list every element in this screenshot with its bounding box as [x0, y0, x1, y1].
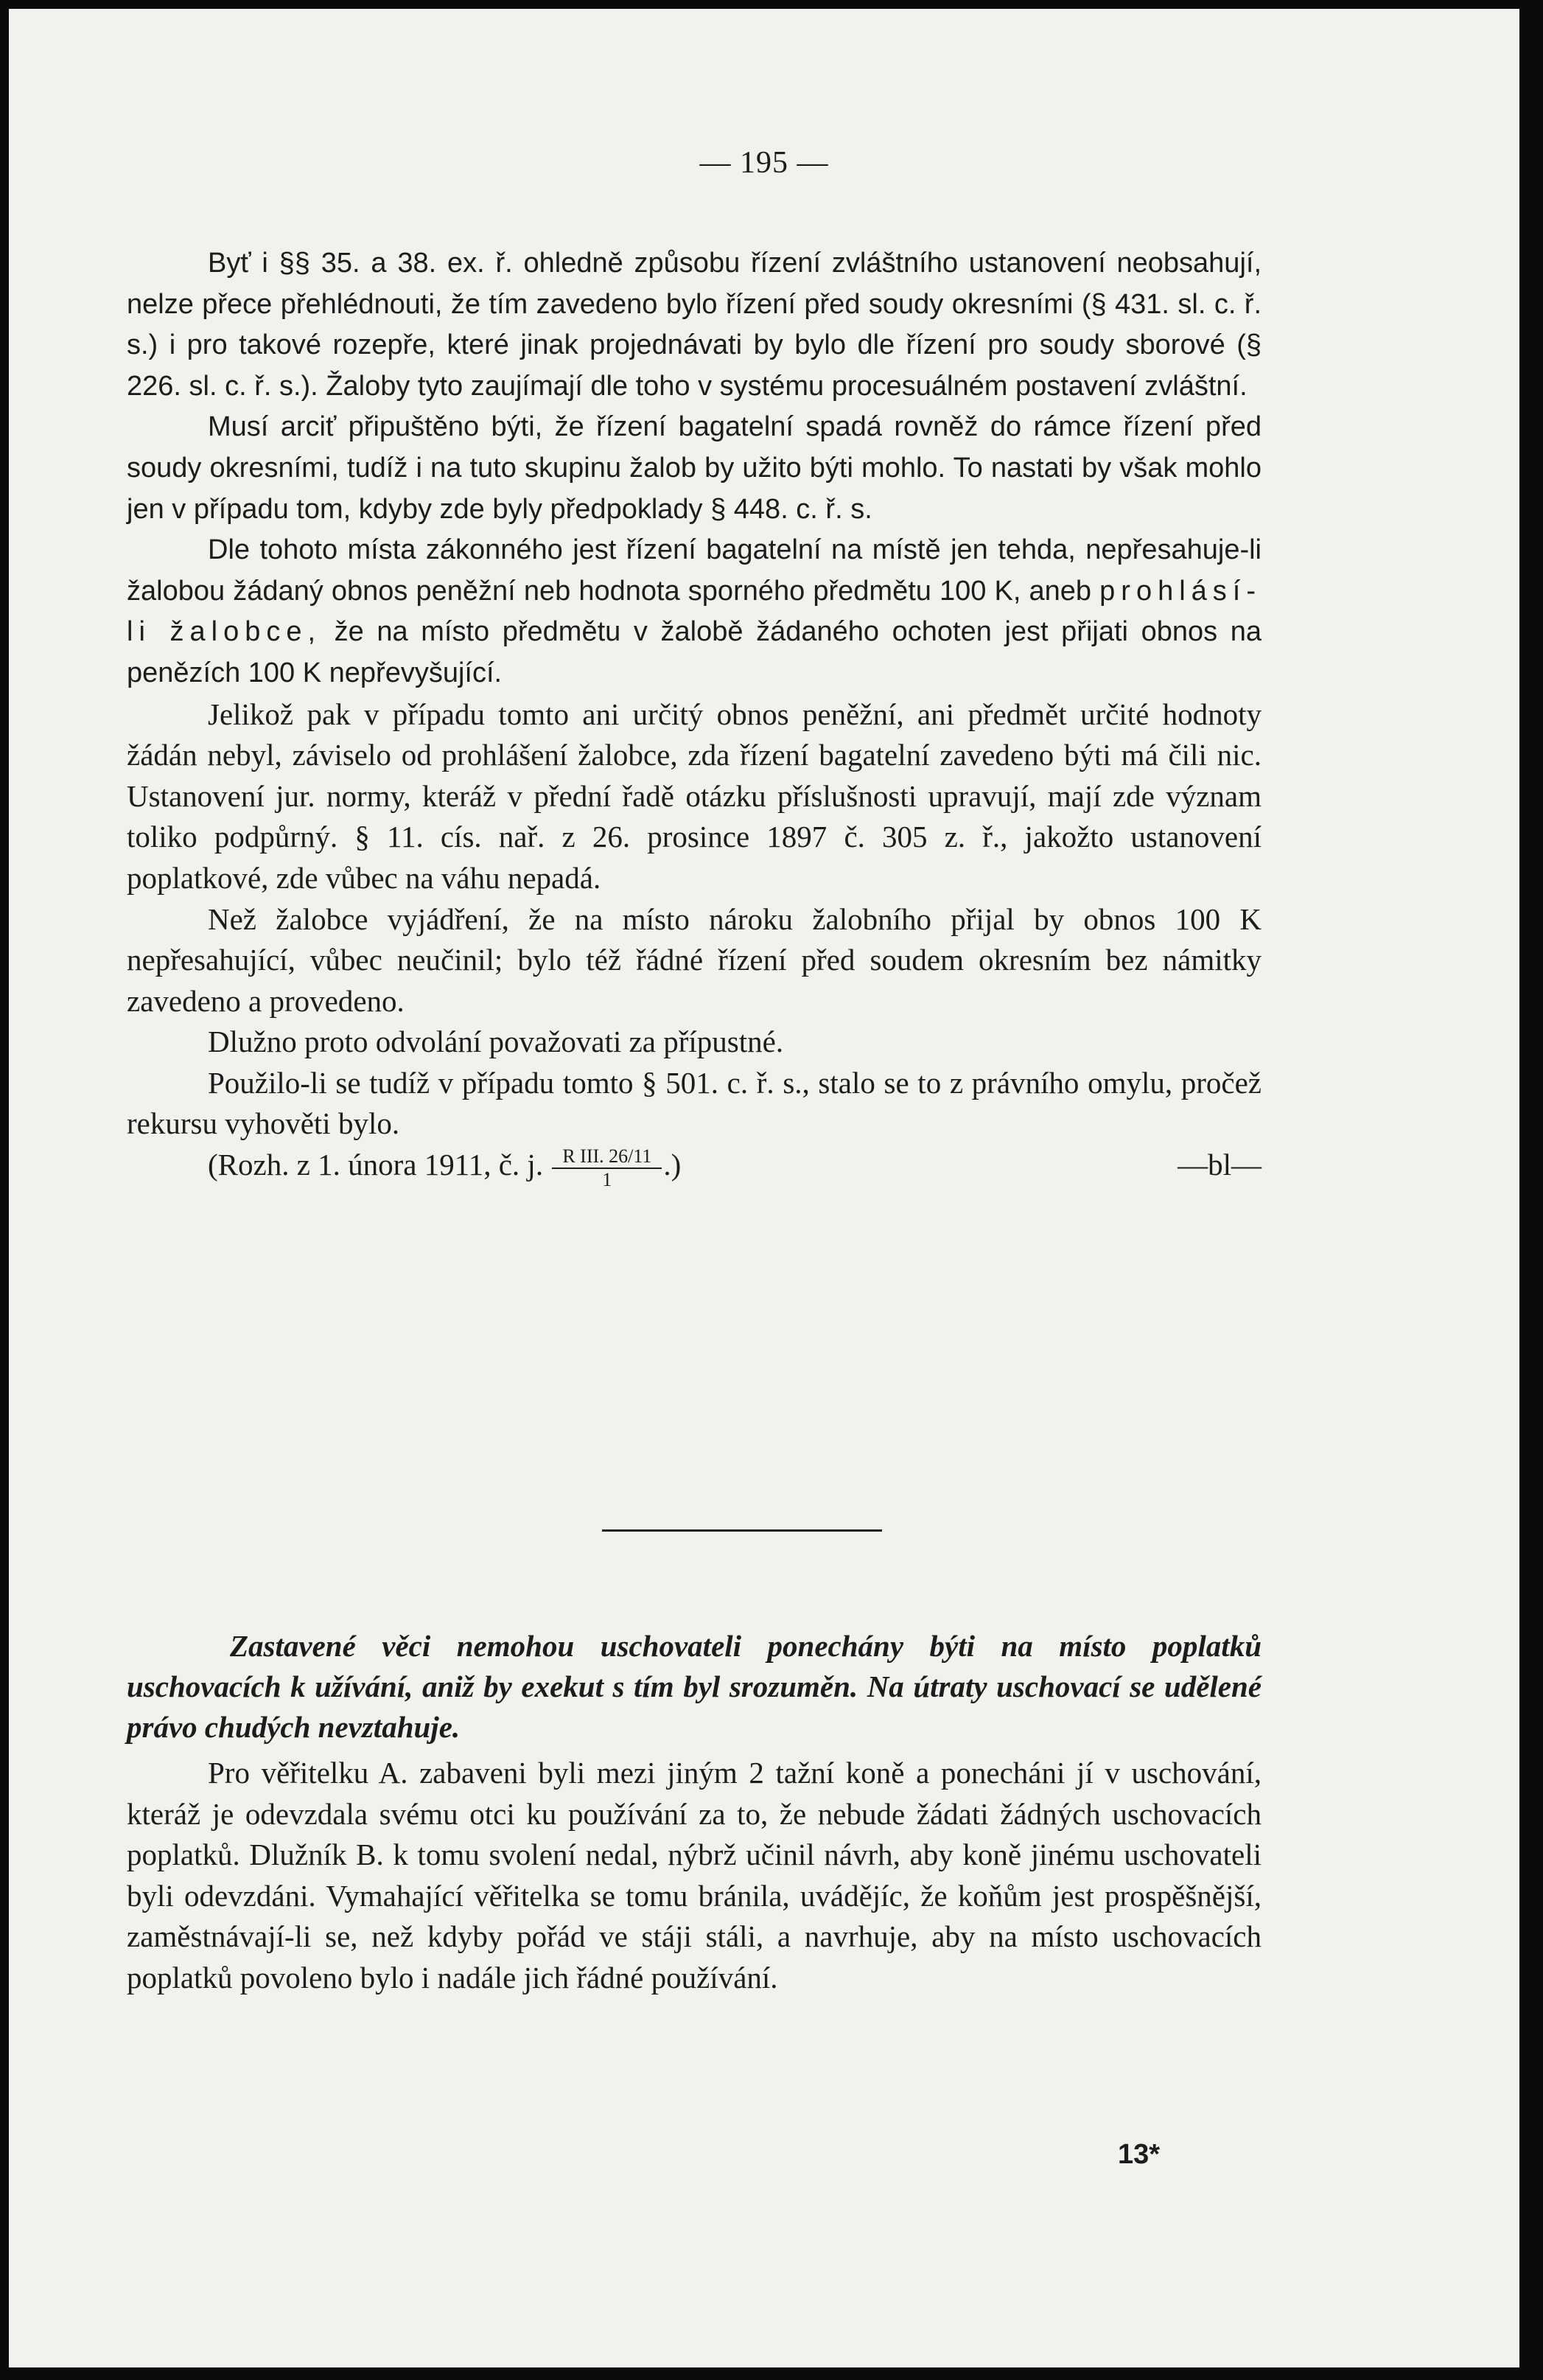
citation-denominator: 1: [602, 1168, 612, 1190]
page-number: — 195 —: [699, 146, 829, 180]
paragraph-3-after: že na místo předmětu v žalobě žádaného ochoten jest přijati obnos na penězích 100 K nepřevyšující.: [127, 616, 1262, 688]
printer-signature-mark: 13*: [1118, 2139, 1161, 2170]
paragraph-4: Jelikož pak v případu tomto ani určitý obnos peněžní, ani předmět určité hodnoty žádán nebyl, záviselo od prohlášení žalobce, zda řízení bagatelní zavedeno býti má čili nic. Ustanovení jur. normy, kteráž v přední řadě otázku příslušnosti upravují, mají zde význam toliko podpůrný. § 11. cís. nař. z 26. prosince 1897 č. 305 z. ř., jakožto ustanovení poplatkové, zde vůbec na váhu nepadá.: [127, 697, 1262, 895]
paragraph-6: Dlužno proto odvolání považovati za přípustné.: [208, 1025, 784, 1059]
citation-fraction: [552, 1145, 662, 1191]
decision-text: [127, 243, 1262, 1191]
paragraph-3-spaced: prohlásí-li žalobce,: [127, 575, 1262, 648]
paragraph-1: Byť i §§ 35. a 38. ex. ř. ohledně způsobu řízení zvláštního ustanovení neobsahují, nelze přece přehlédnouti, že tím zavedeno bylo řízení před soudy okresními (§ 431. sl. c. ř. s.) i pro takové rozepře, které jinak projednávati by bylo dle řízení pro soudy sborové (§ 226. sl. c. ř. s.). Žaloby tyto zaujímají dle toho v systému procesuálném postavení zvláštní.: [127, 248, 1262, 402]
paragraph-3: [127, 530, 1262, 694]
case-text: [127, 1753, 1262, 1999]
citation-prefix: (Rozh. z 1. února 1911, č. j.: [208, 1148, 544, 1182]
paragraph-3-before: Dle tohoto místa zákonného jest řízení bagatelní na místě jen tehda, nepřesahuje-li žalobou žádaný obnos peněžní neb hodnota sporného předmětu 100 K, aneb: [127, 534, 1262, 607]
paragraph-2: Musí arciť připuštěno býti, že řízení bagatelní spadá rovněž do rámce řízení před soudy okresními, tudíž i na tuto skupinu žalob by užito býti mohlo. To nastati by však mohlo jen v případu tom, kdyby zde byly předpoklady § 448. c. ř. s.: [127, 411, 1262, 525]
paragraph-5: Než žalobce vyjádření, že na místo nároku žalobního přijal by obnos 100 K nepřesahující, vůbec neučinil; bylo též řádné řízení před soudem okresním bez námitky zavedeno a provedeno.: [127, 901, 1262, 1018]
citation-suffix: .): [663, 1148, 682, 1182]
headnote: Zastavené věci nemohou uschovateli ponechány býti na místo poplatků uschovacích k užívání, aniž by exekut s tím byl srozuměn. Na útraty uschovací se udělené právo chudých nevztahuje.: [127, 1629, 1262, 1744]
section-divider: [602, 1529, 882, 1532]
citation: [127, 1145, 1262, 1191]
citation-numerator: R III. 26/11: [552, 1145, 662, 1169]
author-signature: —bl—: [1178, 1148, 1262, 1182]
paragraph-8: Pro věřitelku A. zabaveni byli mezi jiným 2 tažní koně a ponecháni jí v uschování, kteráž je odevzdala svému otci ku používání za to, že nebude žádati žádných uschovacích poplatků. Dlužník B. k tomu svolení nedal, nýbrž učinil návrh, aby koně jinému uschovateli byli odevzdáni. Vymahající věřitelka se tomu bránila, uvádějíc, že koňům jest prospěšnější, zaměstnávají-li se, než kdyby pořád ve stáji stáli, a navrhuje, aby na místo uschovacích poplatků povoleno bylo i nadále jich řádné používání.: [127, 1756, 1262, 1995]
book-page: [9, 9, 1519, 2367]
paragraph-7: Použilo-li se tudíž v případu tomto § 501. c. ř. s., stalo se to z právního omylu, pročež rekursu vyhověti bylo.: [127, 1065, 1262, 1141]
